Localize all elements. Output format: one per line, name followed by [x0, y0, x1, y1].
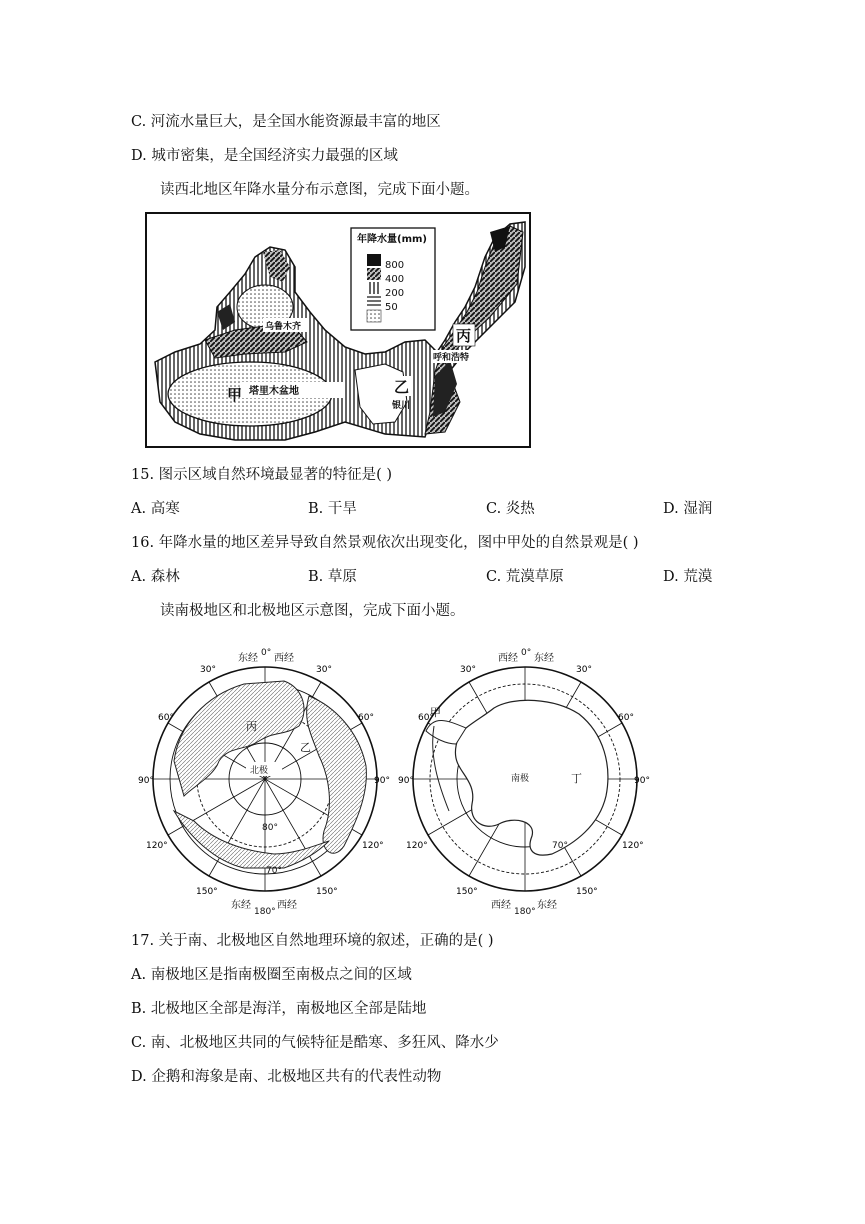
- arctic-label-yi: 乙: [300, 741, 311, 754]
- reading-intro-northwest: 读西北地区年降水量分布示意图，完成下面小题。: [160, 182, 479, 198]
- arctic-bottom-180: 180°: [254, 907, 276, 917]
- antarctic-label-jia: 甲: [430, 706, 441, 719]
- antarctic-lon-120-right: 120°: [622, 841, 644, 851]
- q17-option-b: B. 北极地区全部是海洋，南极地区全部是陆地: [131, 1001, 427, 1017]
- q16-option-a: A. 森林: [131, 569, 180, 585]
- antarctic-lon-90-left: 90°: [398, 776, 414, 786]
- arctic-top-east: 东经: [238, 653, 258, 664]
- polar-maps-figure: [134, 636, 664, 918]
- question-17: 17. 关于南、北极地区自然地理环境的叙述，正确的是( ): [131, 933, 494, 949]
- q15-option-c: C. 炎热: [486, 501, 535, 517]
- option-d-previous: D. 城市密集，是全国经济实力最强的区域: [131, 148, 398, 164]
- question-16: 16. 年降水量的地区差异导致自然景观依次出现变化，图中甲处的自然景观是( ): [131, 535, 639, 551]
- arctic-bottom-west: 西经: [277, 900, 297, 911]
- arctic-lat-70: 70°: [266, 866, 282, 876]
- legend-swatch-below-50: [367, 310, 381, 322]
- legend-value-50: 50: [385, 302, 398, 313]
- arctic-bottom-east: 东经: [231, 900, 251, 911]
- arctic-lon-150-left: 150°: [196, 887, 218, 897]
- label-urumqi: 乌鲁木齐: [265, 322, 302, 332]
- arctic-lon-60-left: 60°: [158, 713, 174, 723]
- option-c-previous: C. 河流水量巨大，是全国水能资源最丰富的地区: [131, 114, 441, 130]
- south-pole-label: 南极: [511, 774, 530, 784]
- arctic-lon-90-right: 90°: [374, 776, 390, 786]
- antarctic-lon-120-left: 120°: [406, 841, 428, 851]
- arctic-lon-30-right: 30°: [316, 665, 332, 675]
- arctic-top-zero: 0°: [261, 648, 272, 658]
- reading-intro-polar: 读南极地区和北极地区示意图，完成下面小题。: [160, 603, 465, 619]
- arctic-lon-120-right: 120°: [362, 841, 384, 851]
- legend-title: 年降水量(mm): [357, 234, 427, 245]
- q17-option-d: D. 企鹅和海象是南、北极地区共有的代表性动物: [131, 1069, 442, 1085]
- q17-option-c: C. 南、北极地区共同的气候特征是酷寒、多狂风、降水少: [131, 1035, 499, 1051]
- legend-swatch-400: [367, 268, 381, 280]
- antarctic-bottom-180: 180°: [514, 907, 536, 917]
- q15-option-d: D. 湿润: [663, 501, 713, 517]
- arctic-lon-30-left: 30°: [200, 665, 216, 675]
- antarctic-top-zero: 0°: [521, 648, 532, 658]
- antarctic-lon-60-left: 60°: [418, 713, 434, 723]
- q16-option-b: B. 草原: [308, 569, 357, 585]
- antarctic-lon-150-left: 150°: [456, 887, 478, 897]
- question-16-options: [131, 567, 731, 587]
- legend-value-400: 400: [385, 274, 405, 285]
- q16-option-c: C. 荒漠草原: [486, 569, 564, 585]
- q15-option-a: A. 高寒: [131, 501, 180, 517]
- antarctic-bottom-east: 东经: [537, 900, 557, 911]
- label-jia: 甲: [227, 386, 243, 404]
- arctic-lat-80: 80°: [262, 823, 278, 833]
- arctic-lon-90-left: 90°: [138, 776, 154, 786]
- antarctic-label-ding: 丁: [571, 772, 582, 785]
- legend-swatch-800: [367, 254, 381, 266]
- antarctic-lon-90-right: 90°: [634, 776, 650, 786]
- northwest-precipitation-map: [145, 212, 533, 450]
- legend-value-200: 200: [385, 288, 405, 299]
- legend-swatch-50: [367, 296, 381, 308]
- antarctic-bottom-west: 西经: [491, 900, 511, 911]
- antarctic-lon-60-right: 60°: [618, 713, 634, 723]
- q15-option-b: B. 干旱: [308, 501, 357, 517]
- label-bing: 丙: [456, 327, 472, 345]
- north-pole-label: 北极: [250, 766, 269, 776]
- arctic-label-bing: 丙: [246, 720, 257, 733]
- arctic-lon-120-left: 120°: [146, 841, 168, 851]
- label-tarim-basin: 塔里木盆地: [249, 386, 299, 397]
- antarctic-lon-150-right: 150°: [576, 887, 598, 897]
- legend-swatch-200: [367, 282, 381, 294]
- antarctic-lat-70: 70°: [552, 841, 568, 851]
- antarctic-lon-30-left: 30°: [460, 665, 476, 675]
- arctic-lon-60-right: 60°: [358, 713, 374, 723]
- antarctic-lon-30-right: 30°: [576, 665, 592, 675]
- arctic-top-west: 西经: [274, 653, 294, 664]
- question-15-options: [131, 499, 731, 519]
- label-yinchuan: 银川: [392, 401, 411, 411]
- arctic-lon-150-right: 150°: [316, 887, 338, 897]
- legend-value-800: 800: [385, 260, 405, 271]
- antarctic-top-east: 东经: [534, 653, 554, 664]
- question-15: 15. 图示区域自然环境最显著的特征是( ): [131, 467, 393, 483]
- antarctic-map: [398, 648, 650, 917]
- label-hohhot: 呼和浩特: [433, 353, 470, 363]
- q16-option-d: D. 荒漠: [663, 569, 713, 585]
- q17-option-a: A. 南极地区是指南极圈至南极点之间的区域: [131, 967, 412, 983]
- arctic-map: [138, 648, 390, 917]
- antarctic-top-west: 西经: [498, 653, 518, 664]
- label-yi: 乙: [394, 378, 410, 396]
